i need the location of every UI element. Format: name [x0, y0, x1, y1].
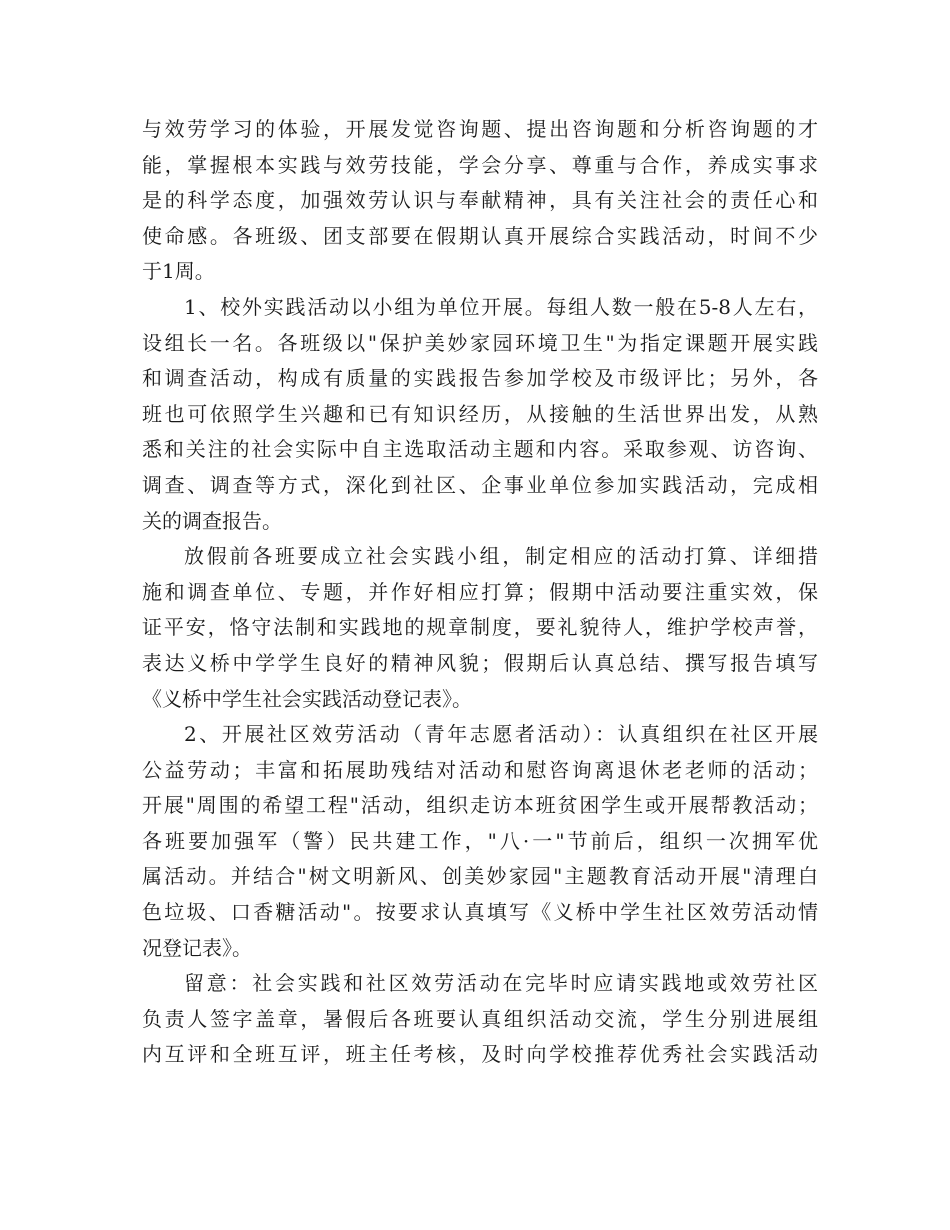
text-line: 班也可依照学生兴趣和已有知识经历，从接触的生活世界出发，从熟 [142, 401, 818, 426]
text-line: 使命感。各班级、团支部要在假期认真开展综合实践活动，时间不少 [142, 223, 818, 248]
text-line: 关的调查报告。 [142, 508, 282, 533]
text-line: 证平安，恪守法制和实践地的规章制度，要礼貌待人，维护学校声誉， [142, 615, 818, 640]
text-line: 于1周。 [142, 259, 215, 284]
text-line: 与效劳学习的体验，开展发觉咨询题、提出咨询题和分析咨询题的才 [142, 117, 818, 141]
text-line: 留意：社会实践和社区效劳活动在完毕时应请实践地或效劳社区 [184, 971, 818, 996]
text-line: 悉和关注的社会实际中自主选取活动主题和内容。采取参观、访咨询、 [142, 437, 818, 462]
text-line: 放假前各班要成立社会实践小组，制定相应的活动打算、详细措 [184, 544, 818, 569]
text-line: 况登记表》。 [142, 935, 252, 960]
document-body [142, 112, 818, 1073]
paragraph-note [142, 966, 818, 1073]
text-line: 《义桥中学生社会实践活动登记表》。 [142, 686, 472, 711]
text-line: 表达义桥中学学生良好的精神风貌；假期后认真总结、撰写报告填写 [142, 650, 818, 675]
text-line: 和调查活动，构成有质量的实践报告参加学校及市级评比；另外，各 [142, 366, 818, 391]
paragraph-off-campus-practice [142, 290, 818, 539]
text-line: 施和调查单位、专题，并作好相应打算；假期中活动要注重实效，保 [142, 579, 818, 604]
text-line: 属活动。并结合"树文明新风、创美妙家园"主题教育活动开展"清理白 [142, 864, 818, 889]
text-line: 调查、调查等方式，深化到社区、企事业单位参加实践活动，完成相 [142, 472, 818, 497]
text-line: 内互评和全班互评，班主任考核，及时向学校推荐优秀社会实践活动 [142, 1042, 818, 1067]
text-line: 是的科学态度，加强效劳认识与奉献精神，具有关注社会的责任心和 [142, 188, 818, 213]
text-line: 设组长一名。各班级以"保护美妙家园环境卫生"为指定课题开展实践 [142, 330, 818, 355]
text-line: 2、开展社区效劳活动（青年志愿者活动）：认真组织在社区开展 [184, 722, 818, 747]
text-line: 1、校外实践活动以小组为单位开展。每组人数一般在5-8人左右， [184, 294, 818, 319]
paragraph-community-service [142, 717, 818, 966]
text-line: 公益劳动；丰富和拓展助残结对活动和慰咨询离退休老老师的活动； [142, 757, 818, 782]
paragraph-pre-holiday-preparation [142, 539, 818, 717]
paragraph-intro-continuation [142, 112, 818, 290]
text-line: 能，掌握根本实践与效劳技能，学会分享、尊重与合作，养成实事求 [142, 152, 818, 177]
text-line: 各班要加强军（警）民共建工作，"八·一"节前后，组织一次拥军优 [142, 828, 818, 853]
text-line: 色垃圾、口香糖活动"。按要求认真填写《义桥中学生社区效劳活动情 [142, 900, 818, 925]
text-line: 负责人签字盖章，暑假后各班要认真组织活动交流，学生分别进展组 [142, 1006, 818, 1031]
text-line: 开展"周围的希望工程"活动，组织走访本班贫困学生或开展帮教活动； [142, 793, 818, 818]
